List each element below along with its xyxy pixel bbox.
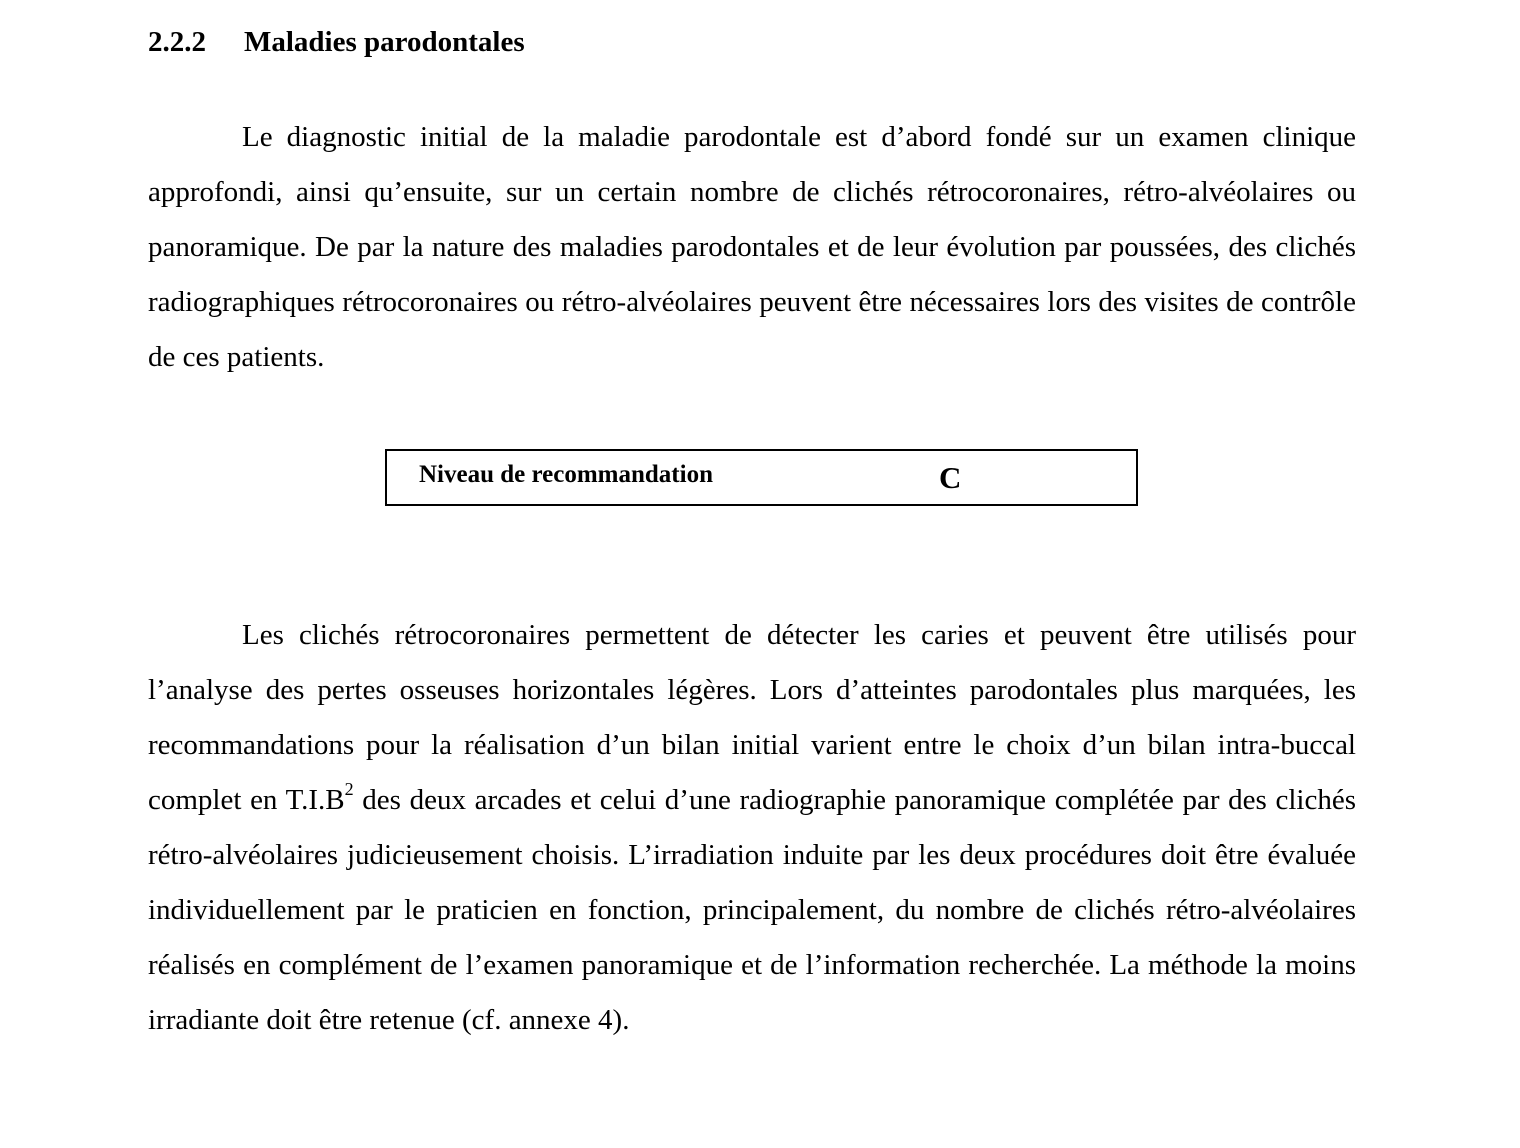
paragraph-diagnostic: Le diagnostic initial de la maladie parodontale est d’abord fondé sur un examen clinique approfondi, ainsi qu’ensuite, sur un certain nombre de clichés rétrocoronaires, rétro-alvéolaires ou panoramique. De par la nature des maladies parodontales et de leur évolution par poussées, des clichés radiographiques rétrocoronaires ou rétro-alvéolaires peuvent être nécessaires lors des visites de contrôle de ces patients. [148, 121, 1356, 373]
recommendation-grade: C [939, 460, 962, 495]
paragraph-text-part-1: Les clichés rétrocoronaires permettent de détecter les caries et peuvent être utilisés pour l’analyse des pertes osseuses horizontales légères. Lors d’atteintes parodontales plus marquées, les recommandations pour la réalisation d’un bilan initial varient entre le choix d’un bilan intra-buccal complet en T.I.B [148, 619, 1356, 816]
paragraph-text-part-2: des deux arcades et celui d’une radiographie panoramique complétée par des clichés rétro-alvéolaires judicieusement choisis. L’irradiation induite par les deux procédures doit être évaluée individuellement par le praticien en fonction, principalement, du nombre de clichés rétro-alvéolaires réalisés en complément de l’examen panoramique et de l’information recherchée. La méthode la moins irradiante doit être retenue (cf. annexe 4). [148, 784, 1357, 1036]
section-title: Maladies parodontales [244, 26, 525, 58]
paragraph-cliches [148, 608, 1356, 1048]
recommendation-box [385, 449, 1138, 506]
recommendation-label: Niveau de recommandation [419, 461, 713, 488]
footnote-marker: 2 [344, 779, 354, 799]
section-number: 2.2.2 [148, 26, 206, 58]
section-heading [148, 26, 525, 59]
